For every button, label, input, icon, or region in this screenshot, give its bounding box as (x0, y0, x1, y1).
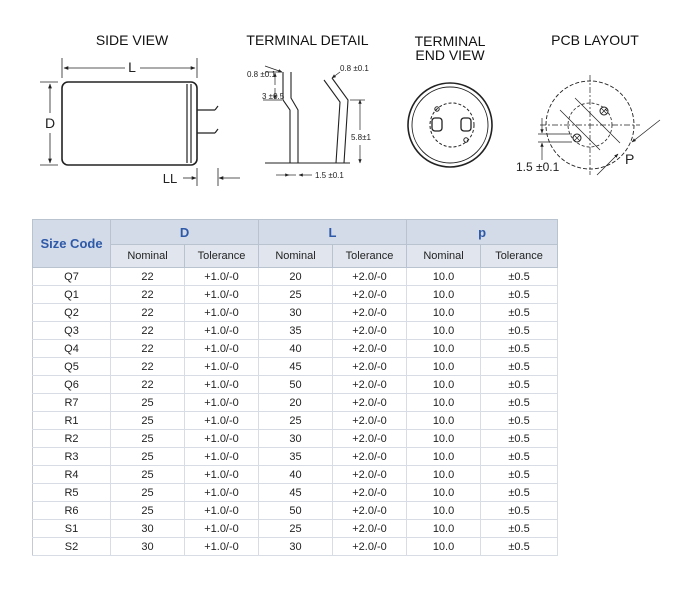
table-row (33, 484, 558, 502)
cell-p-nominal: 10.0 (407, 430, 481, 448)
cell-d-tolerance: +1.0/-0 (185, 268, 259, 286)
cell-p-nominal: 10.0 (407, 376, 481, 394)
cell-l-nominal: 25 (259, 412, 333, 430)
cell-p-tolerance: ±0.5 (481, 304, 558, 322)
cell-d-nominal: 25 (111, 412, 185, 430)
cell-d-tolerance: +1.0/-0 (185, 340, 259, 358)
cell-d-nominal: 22 (111, 268, 185, 286)
table-row (33, 502, 558, 520)
cell-size-code: Q2 (33, 304, 111, 322)
table-row (33, 466, 558, 484)
cell-l-tolerance: +2.0/-0 (333, 394, 407, 412)
side-view-title: SIDE VIEW (95, 32, 169, 48)
cell-p-nominal: 10.0 (407, 394, 481, 412)
cell-size-code: Q3 (33, 322, 111, 340)
terminal-end-view-title-2: END VIEW (415, 47, 485, 63)
table-row (33, 394, 558, 412)
cell-size-code: R2 (33, 430, 111, 448)
cell-size-code: R4 (33, 466, 111, 484)
side-view-label-l: L (128, 59, 136, 75)
cell-d-nominal: 22 (111, 376, 185, 394)
size-code-header: Size Code (33, 220, 111, 268)
cell-l-nominal: 35 (259, 448, 333, 466)
cell-l-tolerance: +2.0/-0 (333, 520, 407, 538)
table-row (33, 304, 558, 322)
table-row (33, 268, 558, 286)
terminal-end-view-title-1: TERMINAL (414, 33, 486, 49)
cell-p-tolerance: ±0.5 (481, 484, 558, 502)
cell-p-nominal: 10.0 (407, 520, 481, 538)
cell-p-tolerance: ±0.5 (481, 394, 558, 412)
cell-p-nominal: 10.0 (407, 466, 481, 484)
cell-size-code: Q4 (33, 340, 111, 358)
cell-d-tolerance: +1.0/-0 (185, 466, 259, 484)
table-row (33, 538, 558, 556)
cell-l-nominal: 30 (259, 430, 333, 448)
table-row (33, 322, 558, 340)
cell-d-tolerance: +1.0/-0 (185, 538, 259, 556)
cell-l-tolerance: +2.0/-0 (333, 502, 407, 520)
table-row (33, 286, 558, 304)
table-row (33, 340, 558, 358)
cell-p-nominal: 10.0 (407, 322, 481, 340)
cell-size-code: S1 (33, 520, 111, 538)
cell-p-tolerance: ±0.5 (481, 502, 558, 520)
cell-d-tolerance: +1.0/-0 (185, 304, 259, 322)
pcb-label-p: P (625, 151, 635, 167)
cell-l-nominal: 20 (259, 394, 333, 412)
terminal-dim-e: 1.5 ±0.1 (315, 171, 344, 180)
cell-size-code: R5 (33, 484, 111, 502)
side-view-label-ll: LL (162, 171, 178, 186)
terminal-dim-b: 0.8 ±0.1 (340, 64, 369, 73)
table-row (33, 376, 558, 394)
dimension-diagrams (0, 0, 673, 210)
cell-p-nominal: 10.0 (407, 286, 481, 304)
cell-l-nominal: 45 (259, 358, 333, 376)
cell-size-code: S2 (33, 538, 111, 556)
cell-p-tolerance: ±0.5 (481, 448, 558, 466)
cell-d-nominal: 25 (111, 502, 185, 520)
cell-p-nominal: 10.0 (407, 268, 481, 286)
cell-d-nominal: 25 (111, 484, 185, 502)
cell-l-nominal: 35 (259, 322, 333, 340)
cell-l-nominal: 40 (259, 466, 333, 484)
group-header-p: p (407, 220, 558, 245)
cell-size-code: R7 (33, 394, 111, 412)
cell-l-nominal: 25 (259, 286, 333, 304)
cell-d-nominal: 22 (111, 322, 185, 340)
cell-l-tolerance: +2.0/-0 (333, 538, 407, 556)
cell-p-tolerance: ±0.5 (481, 358, 558, 376)
terminal-detail-title: TERMINAL DETAIL (246, 32, 369, 48)
cell-p-nominal: 10.0 (407, 538, 481, 556)
cell-d-nominal: 22 (111, 304, 185, 322)
cell-d-nominal: 22 (111, 286, 185, 304)
cell-size-code: Q5 (33, 358, 111, 376)
cell-d-nominal: 25 (111, 394, 185, 412)
sub-header-l-tolerance: Tolerance (333, 245, 407, 268)
table-body (33, 268, 558, 556)
table-row (33, 412, 558, 430)
cell-size-code: Q6 (33, 376, 111, 394)
side-view-drawing (40, 58, 240, 186)
terminal-detail-drawing (263, 66, 365, 175)
group-header-l: L (259, 220, 407, 245)
cell-l-tolerance: +2.0/-0 (333, 322, 407, 340)
cell-l-tolerance: +2.0/-0 (333, 286, 407, 304)
pcb-dim-hole: 1.5 ±0.1 (516, 160, 560, 174)
cell-size-code: Q7 (33, 268, 111, 286)
terminal-dim-a: 0.8 ±0.1 (247, 70, 276, 79)
terminal-end-view-drawing (408, 83, 492, 167)
sub-header-d-nominal: Nominal (111, 245, 185, 268)
cell-size-code: R3 (33, 448, 111, 466)
cell-d-nominal: 30 (111, 520, 185, 538)
cell-d-nominal: 25 (111, 448, 185, 466)
table-row (33, 448, 558, 466)
sub-header-p-tolerance: Tolerance (481, 245, 558, 268)
terminal-dim-c: 3 ±0.5 (262, 92, 285, 101)
cell-l-nominal: 40 (259, 340, 333, 358)
cell-p-nominal: 10.0 (407, 448, 481, 466)
side-view-label-d: D (44, 115, 56, 131)
cell-l-nominal: 25 (259, 520, 333, 538)
cell-p-tolerance: ±0.5 (481, 412, 558, 430)
cell-l-nominal: 45 (259, 484, 333, 502)
cell-l-tolerance: +2.0/-0 (333, 358, 407, 376)
cell-p-tolerance: ±0.5 (481, 430, 558, 448)
cell-l-tolerance: +2.0/-0 (333, 466, 407, 484)
size-code-table (32, 219, 558, 556)
table-row (33, 358, 558, 376)
cell-l-tolerance: +2.0/-0 (333, 340, 407, 358)
cell-d-nominal: 25 (111, 466, 185, 484)
cell-d-tolerance: +1.0/-0 (185, 286, 259, 304)
cell-l-tolerance: +2.0/-0 (333, 412, 407, 430)
cell-l-nominal: 30 (259, 538, 333, 556)
terminal-dim-d: 5.8±1 (351, 133, 371, 142)
cell-d-nominal: 22 (111, 340, 185, 358)
cell-l-tolerance: +2.0/-0 (333, 448, 407, 466)
cell-p-tolerance: ±0.5 (481, 268, 558, 286)
cell-p-nominal: 10.0 (407, 502, 481, 520)
cell-l-nominal: 50 (259, 502, 333, 520)
cell-l-tolerance: +2.0/-0 (333, 484, 407, 502)
cell-d-tolerance: +1.0/-0 (185, 358, 259, 376)
cell-d-tolerance: +1.0/-0 (185, 520, 259, 538)
table-row (33, 520, 558, 538)
cell-size-code: R6 (33, 502, 111, 520)
cell-d-nominal: 22 (111, 358, 185, 376)
cell-d-nominal: 30 (111, 538, 185, 556)
cell-p-tolerance: ±0.5 (481, 340, 558, 358)
cell-d-tolerance: +1.0/-0 (185, 322, 259, 340)
cell-d-tolerance: +1.0/-0 (185, 376, 259, 394)
cell-p-nominal: 10.0 (407, 304, 481, 322)
cell-d-tolerance: +1.0/-0 (185, 484, 259, 502)
cell-p-nominal: 10.0 (407, 412, 481, 430)
cell-p-tolerance: ±0.5 (481, 466, 558, 484)
table-row (33, 430, 558, 448)
cell-d-tolerance: +1.0/-0 (185, 448, 259, 466)
cell-d-tolerance: +1.0/-0 (185, 502, 259, 520)
cell-p-tolerance: ±0.5 (481, 520, 558, 538)
cell-p-tolerance: ±0.5 (481, 538, 558, 556)
cell-l-tolerance: +2.0/-0 (333, 376, 407, 394)
pcb-layout-title: PCB LAYOUT (551, 32, 639, 48)
cell-size-code: Q1 (33, 286, 111, 304)
sub-header-d-tolerance: Tolerance (185, 245, 259, 268)
cell-p-tolerance: ±0.5 (481, 376, 558, 394)
sub-header-p-nominal: Nominal (407, 245, 481, 268)
cell-l-nominal: 30 (259, 304, 333, 322)
cell-d-nominal: 25 (111, 430, 185, 448)
cell-p-tolerance: ±0.5 (481, 286, 558, 304)
cell-size-code: R1 (33, 412, 111, 430)
cell-d-tolerance: +1.0/-0 (185, 394, 259, 412)
cell-l-nominal: 50 (259, 376, 333, 394)
cell-p-nominal: 10.0 (407, 340, 481, 358)
sub-header-l-nominal: Nominal (259, 245, 333, 268)
cell-l-nominal: 20 (259, 268, 333, 286)
cell-p-nominal: 10.0 (407, 358, 481, 376)
cell-l-tolerance: +2.0/-0 (333, 268, 407, 286)
cell-l-tolerance: +2.0/-0 (333, 304, 407, 322)
cell-d-tolerance: +1.0/-0 (185, 412, 259, 430)
group-header-d: D (111, 220, 259, 245)
cell-p-tolerance: ±0.5 (481, 322, 558, 340)
cell-p-nominal: 10.0 (407, 484, 481, 502)
cell-d-tolerance: +1.0/-0 (185, 430, 259, 448)
cell-l-tolerance: +2.0/-0 (333, 430, 407, 448)
